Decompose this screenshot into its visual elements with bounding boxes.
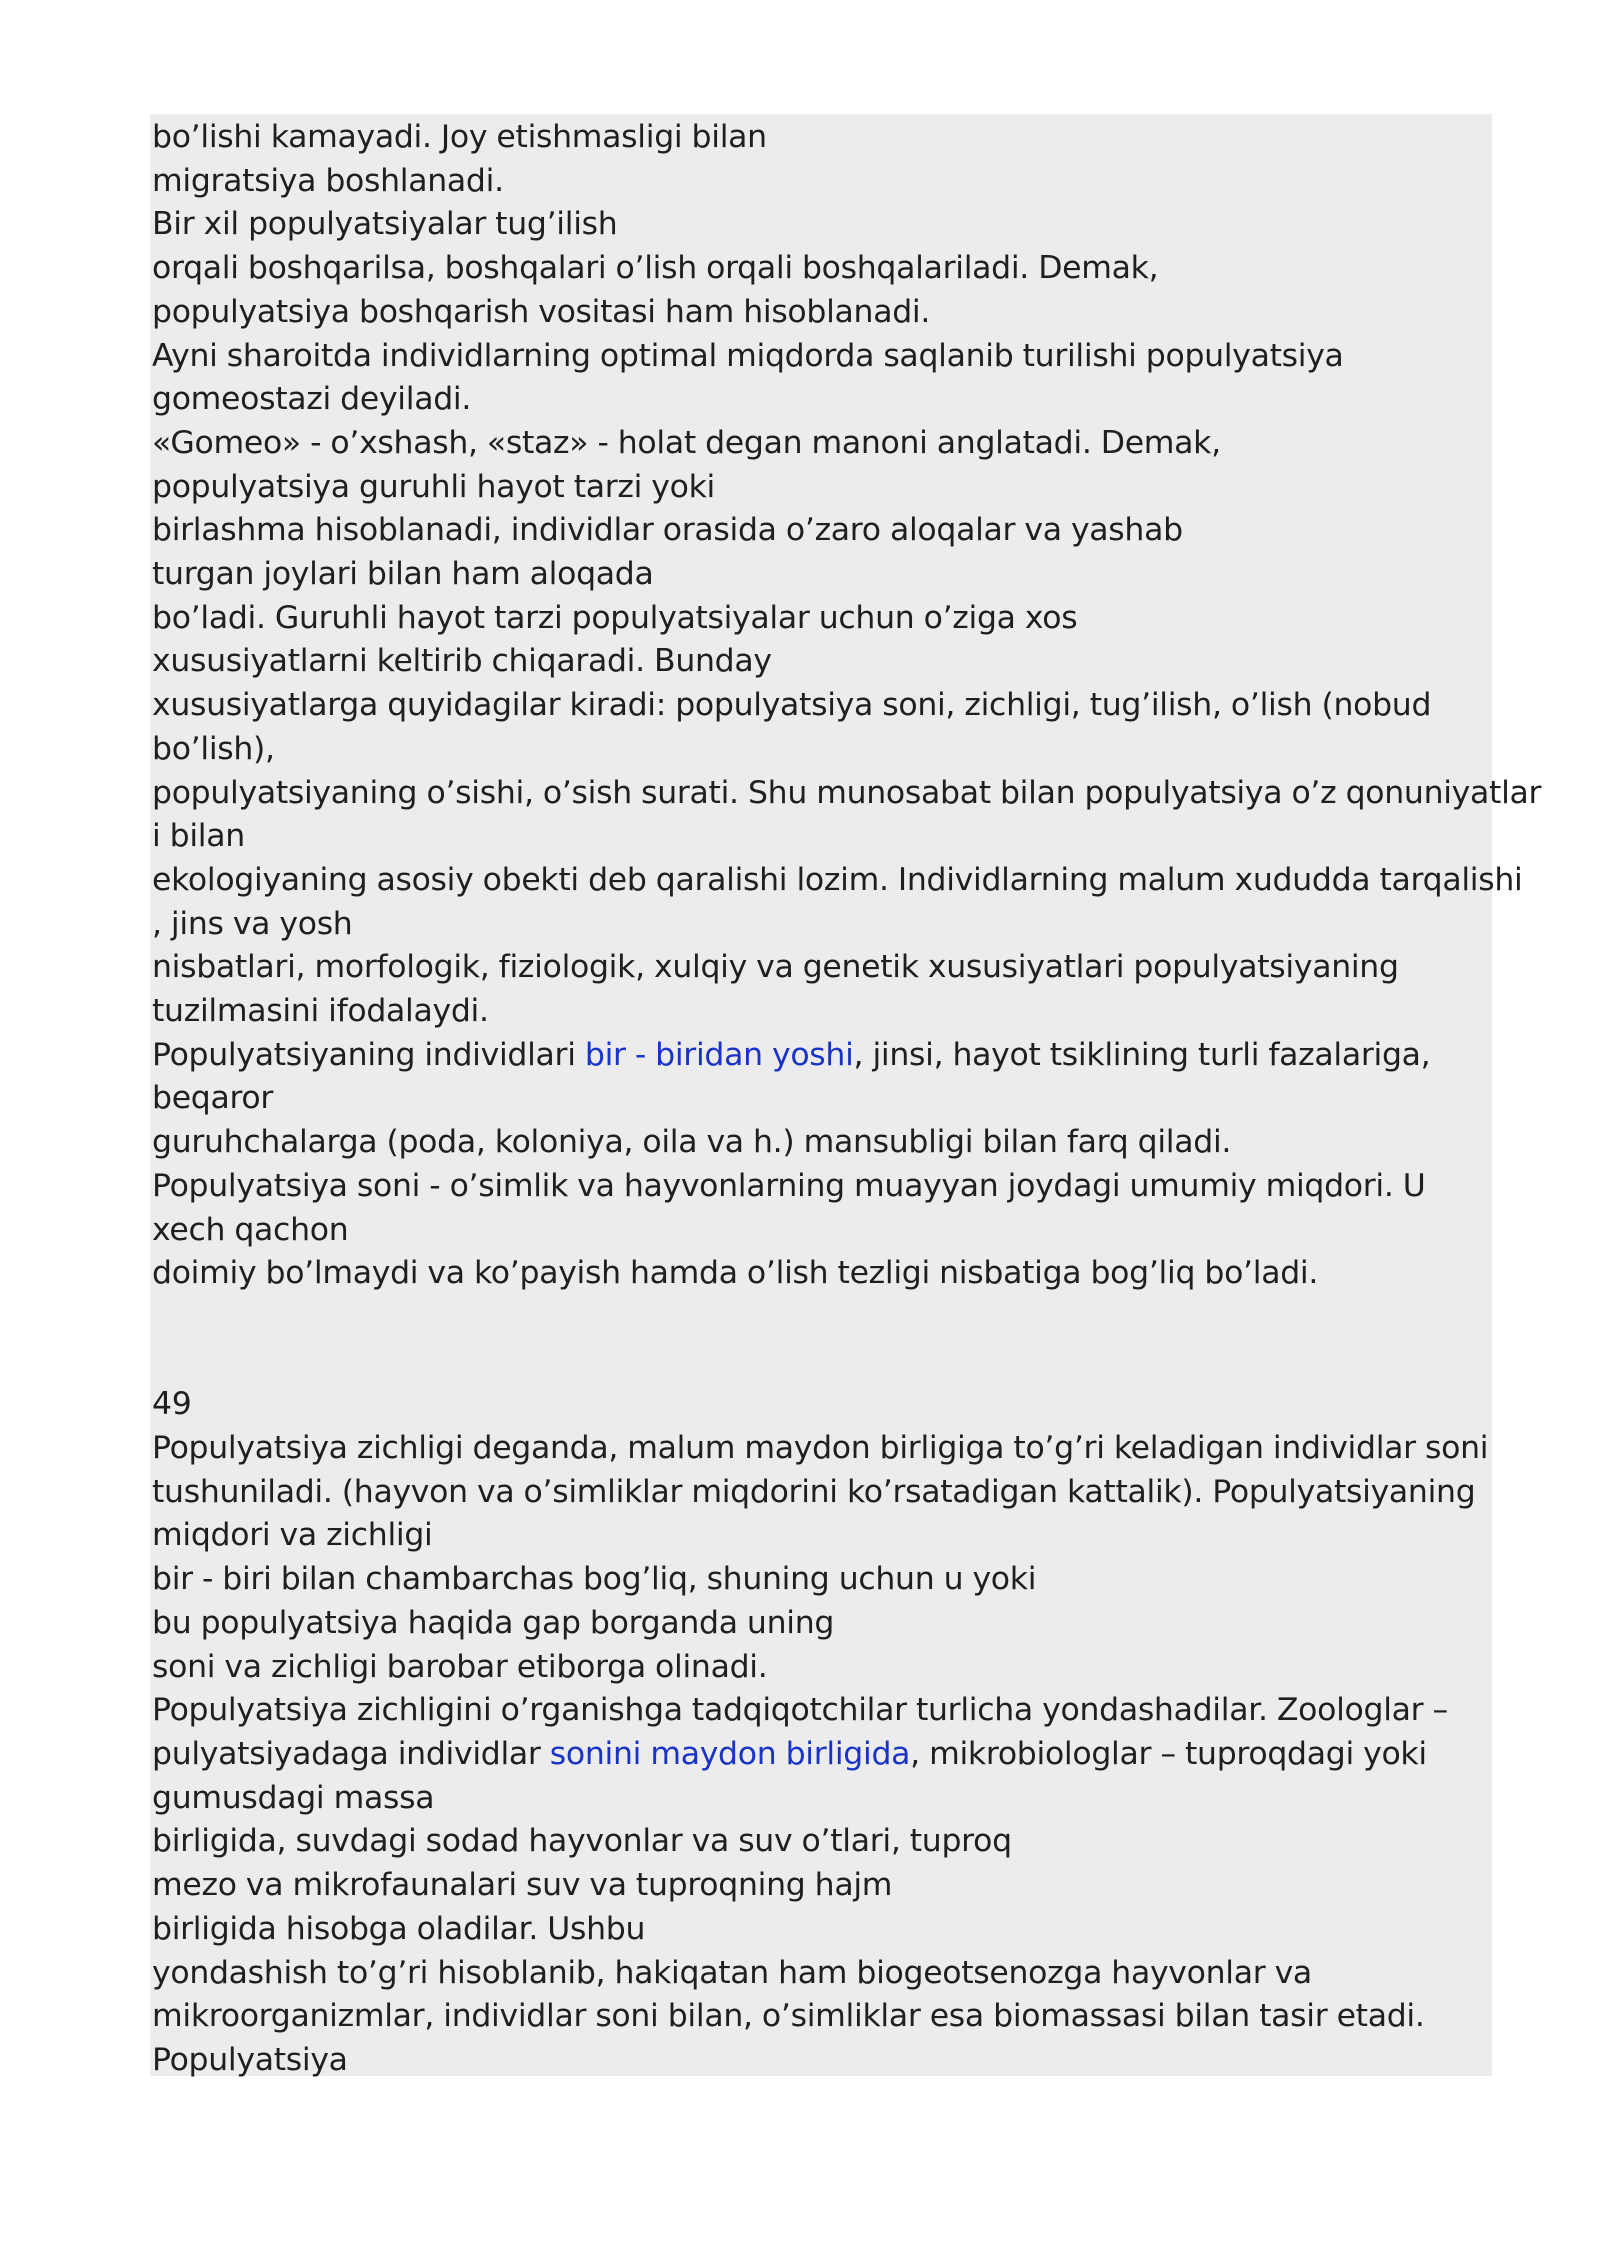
text-line: orqali boshqarilsa, boshqalari o’lish orqali boshqalariladi. Demak,: [152, 250, 1159, 287]
text-line-with-link: [152, 1034, 1492, 1078]
page-number: 49: [152, 1386, 192, 1423]
text-line-with-link: [152, 1733, 1492, 1777]
text-line: tuzilmasini ifodalaydi.: [152, 993, 489, 1030]
document-text: [152, 116, 1542, 2083]
text-line: yondashish to’g’ri hisoblanib, hakiqatan ham biogeotsenozga hayvonlar va: [152, 1954, 1312, 1991]
text-line: populyatsiya guruhli hayot tarzi yoki: [152, 468, 716, 505]
text-line: Populyatsiya zichligini o’rganishga tadqiqotchilar turlicha yondashadilar. Zoologlar –: [152, 1692, 1448, 1729]
text-line: bir - biri bilan chambarchas bog’liq, shuning uchun u yoki: [152, 1561, 1037, 1598]
text-segment: , jinsi, hayot tsiklining turli fazalariga,: [853, 1036, 1431, 1073]
text-line: populyatsiya boshqarish vositasi ham hisoblanadi.: [152, 293, 931, 330]
text-line: birligida, suvdagi sodad hayvonlar va suv o’tlari, tuproq: [152, 1823, 1012, 1860]
text-line: i bilan: [152, 818, 245, 855]
text-line: doimiy bo’lmaydi va ko’payish hamda o’lish tezligi nisbatiga bog’liq bo’ladi.: [152, 1255, 1319, 1292]
text-line: bo’ladi. Guruhli hayot tarzi populyatsiyalar uchun o’ziga xos: [152, 599, 1078, 636]
text-segment: pulyatsiyadaga individlar: [152, 1736, 550, 1772]
text-line: ekologiyaning asosiy obekti deb qaralishi lozim. Individlarning malum xududda tarqalishi: [152, 861, 1523, 898]
blank-space: [152, 1296, 1492, 1383]
text-line: turgan joylari bilan ham aloqada: [152, 556, 654, 593]
text-line: gumusdagi massa: [152, 1779, 435, 1816]
hyperlink[interactable]: sonini maydon birligida: [549, 1736, 911, 1772]
text-line: birlashma hisoblanadi, individlar orasida o’zaro aloqalar va yashab: [152, 512, 1183, 549]
text-line: Populyatsiya soni - o’simlik va hayvonlarning muayyan joydagi umumiy miqdori. U: [152, 1167, 1426, 1204]
text-line: xech qachon: [152, 1211, 349, 1248]
text-line: tushuniladi. (hayvon va o’simliklar miqdorini ko’rsatadigan kattalik). Populyatsiyaning: [152, 1473, 1476, 1510]
hyperlink[interactable]: bir - biridan yoshi: [584, 1036, 854, 1073]
text-line: soni va zichligi barobar etiborga olinadi.: [152, 1648, 768, 1685]
text-segment: , mikrobiologlar – tuproqdagi yoki: [910, 1736, 1427, 1772]
text-line: , jins va yosh: [152, 905, 353, 942]
text-line: populyatsiyaning o’sishi, o’sish surati. Shu munosabat bilan populyatsiya o’z qonuniyatlar: [152, 774, 1542, 811]
text-line: bu populyatsiya haqida gap borganda uning: [152, 1604, 835, 1641]
text-line: guruhchalarga (poda, koloniya, oila va h.) mansubligi bilan farq qiladi.: [152, 1124, 1232, 1161]
text-line: Bir xil populyatsiyalar tug’ilish: [152, 206, 618, 243]
text-segment: Populyatsiyaning individlari: [152, 1036, 585, 1073]
text-line: mikroorganizmlar, individlar soni bilan, o’simliklar esa biomassasi bilan tasir etadi.: [152, 1998, 1425, 2035]
text-line: «Gomeo» - o’xshash, «staz» - holat degan manoni anglatadi. Demak,: [152, 424, 1221, 461]
text-line: miqdori va zichligi: [152, 1517, 433, 1554]
text-line: Ayni sharoitda individlarning optimal miqdorda saqlanib turilishi populyatsiya: [152, 337, 1344, 374]
text-line: birligida hisobga oladilar. Ushbu: [152, 1910, 646, 1947]
text-line: beqaror: [152, 1080, 274, 1117]
text-line: mezo va mikrofaunalari suv va tuproqning hajm: [152, 1867, 893, 1904]
text-line: xususiyatlarga quyidagilar kiradi: populyatsiya soni, zichligi, tug’ilish, o’lish (nobud: [152, 687, 1432, 724]
text-line: bo’lish),: [152, 730, 275, 767]
text-line: nisbatlari, morfologik, fiziologik, xulqiy va genetik xususiyatlari populyatsiyaning: [152, 949, 1399, 986]
text-line: Populyatsiya: [152, 2041, 348, 2078]
text-line: migratsiya boshlanadi.: [152, 162, 504, 199]
text-line: xususiyatlarni keltirib chiqaradi. Bunday: [152, 643, 772, 680]
text-line: bo’lishi kamayadi. Joy etishmasligi bilan: [152, 119, 767, 155]
text-line: Populyatsiya zichligi deganda, malum maydon birligiga to’g’ri keladigan individlar soni: [152, 1430, 1489, 1467]
text-line: gomeostazi deyiladi.: [152, 381, 472, 418]
